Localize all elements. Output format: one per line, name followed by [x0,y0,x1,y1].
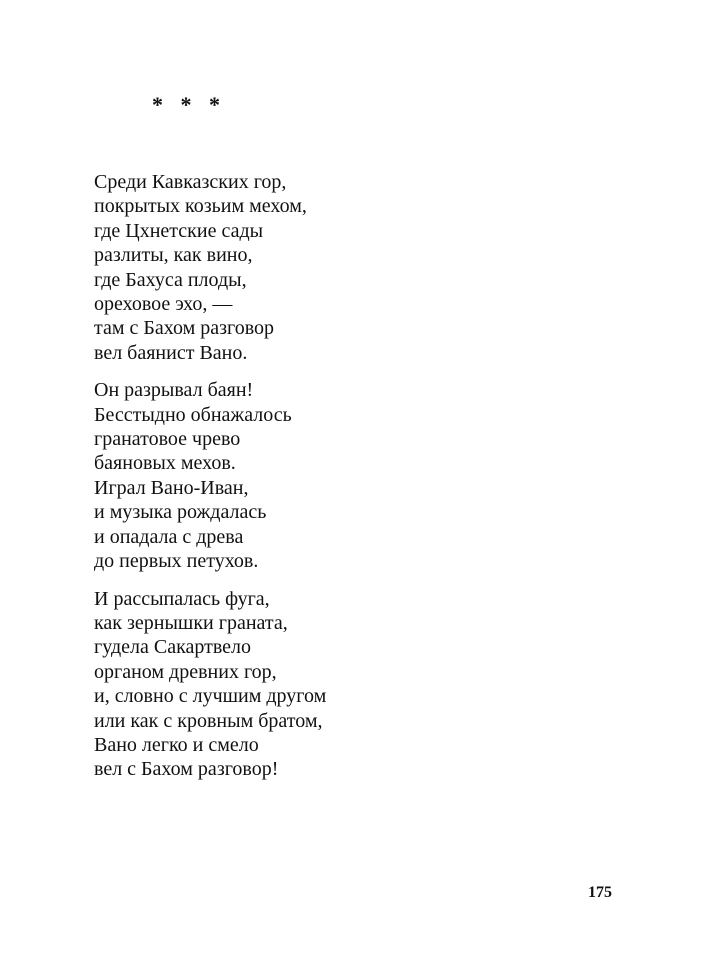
poem-line: и музыка рождалась [94,501,267,524]
poem-line: Играл Вано-Иван, [94,476,249,499]
poem-line: гранатовое чрево [94,428,241,451]
poem-line: Среди Кавказских гор, [94,171,287,193]
poem-line: Бесстыдно обнажалось [94,403,292,426]
poem-line: разлиты, как вино, [94,244,253,267]
poem-line: где Бахуса плоды, [94,268,247,291]
section-ornament: * * * [152,92,226,117]
poem-line: гудела Сакартвело [94,636,252,659]
poem-line: там с Бахом разговор [94,317,275,340]
poem-line: Он разрывал баян! [94,379,254,402]
poem-line: и опадала с древа [94,525,244,548]
poem-line: вел с Бахом разговор! [94,758,279,781]
poem-line: как зернышки граната, [94,611,288,634]
poem-line: ореховое эхо, — [94,293,233,316]
poem-line: вел баянист Вано. [94,341,248,364]
poem-line: или как с кровным братом, [94,709,323,732]
poem-line: покрытых козьим мехом, [94,195,307,218]
poem-line: И рассыпалась фуга, [94,587,270,610]
page-number: 175 [588,884,612,901]
stanza-3 [94,587,614,782]
poem-line: баяновых мехов. [94,452,236,475]
poem-line: где Цхнетские сады [94,219,264,242]
stanza-1 [94,170,614,365]
poem [94,170,614,795]
stanza-2 [94,378,614,573]
poem-line: Вано легко и смело [94,733,259,756]
poem-line: до первых петухов. [94,550,259,573]
poem-line: органом древних гор, [94,660,277,683]
poem-line: и, словно с лучшим другом [94,685,327,708]
